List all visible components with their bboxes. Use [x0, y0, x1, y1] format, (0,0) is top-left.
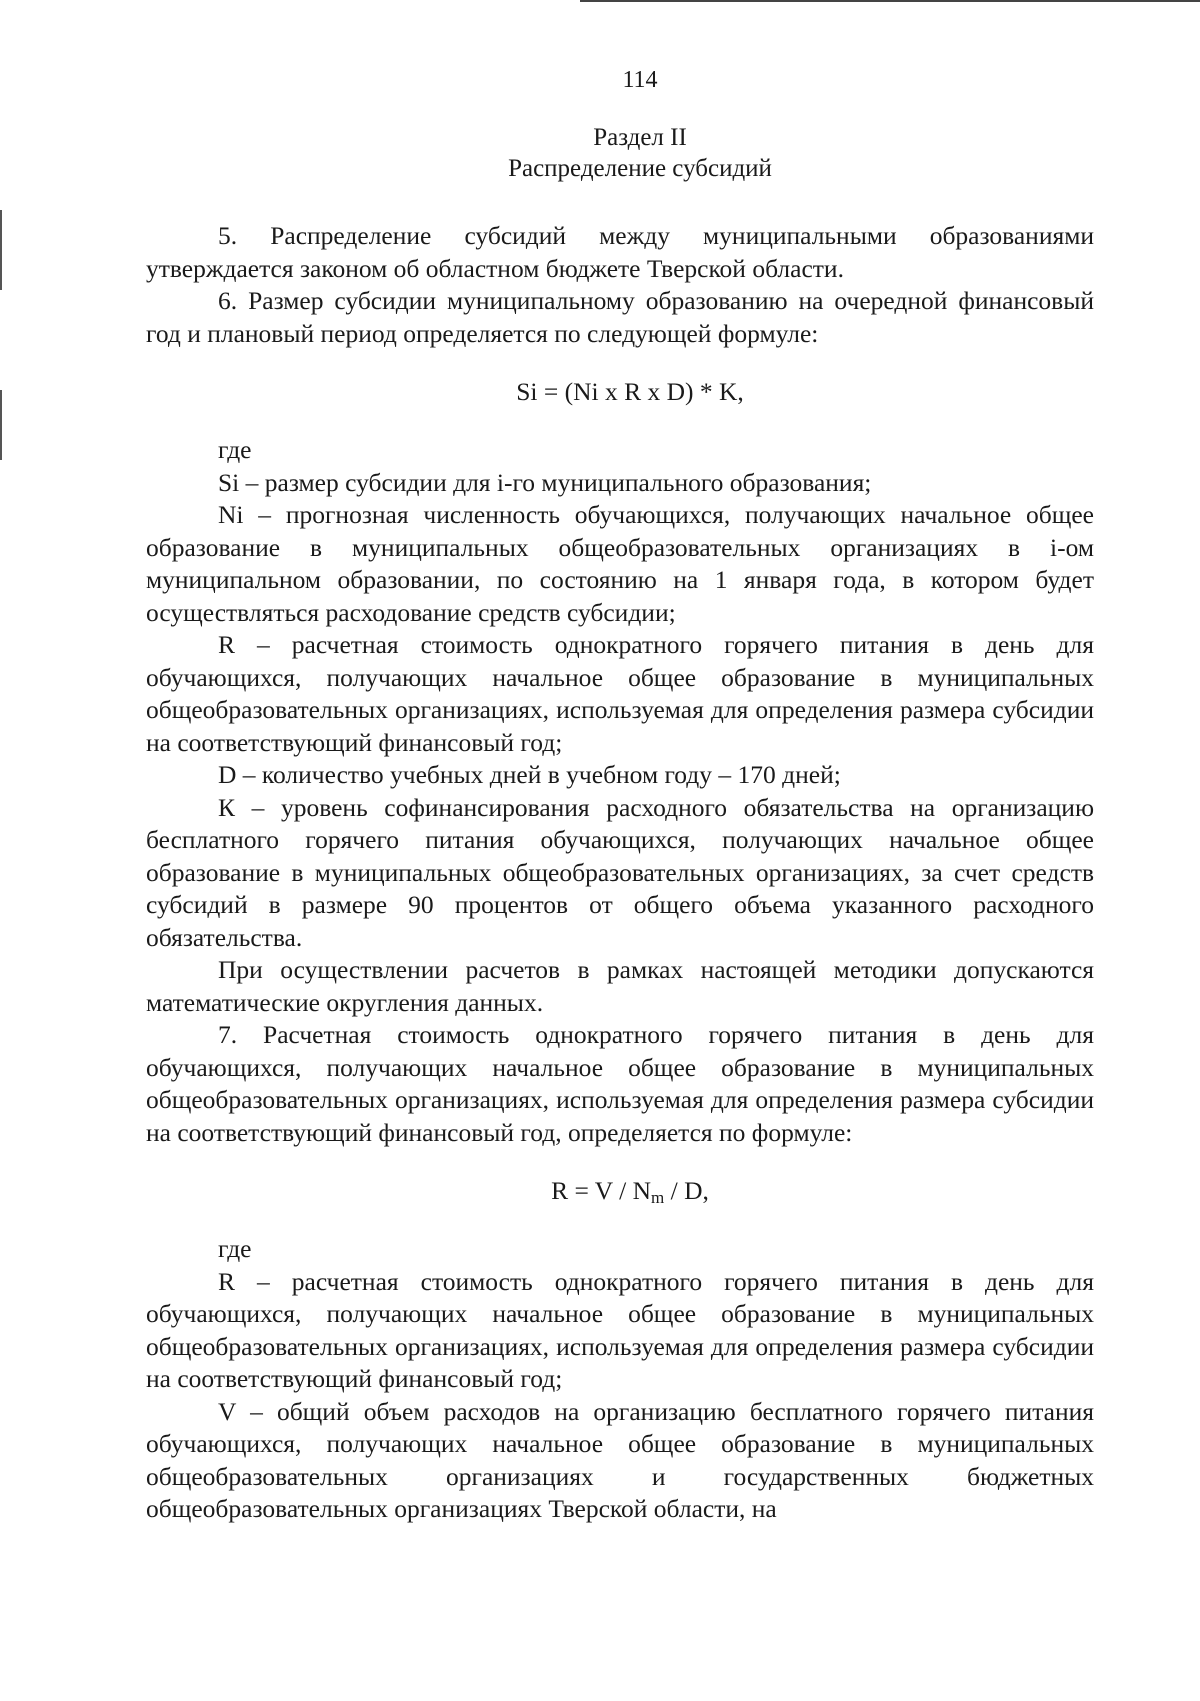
page-number: 114: [622, 67, 658, 93]
paragraph-6: 6. Размер субсидии муниципальному образованию на очередной финансовый год и плановый период определяется по следующей формуле:: [146, 286, 1094, 348]
definition-si: Si – размер субсидии для i-го муниципального образования;: [218, 467, 872, 497]
rounding-note: При осуществлении расчетов в рамках настоящей методики допускаются математические округления данных.: [146, 955, 1094, 1017]
definition-r: R – расчетная стоимость однократного горячего питания в день для обучающихся, получающих начальное общее образование в муниципальных общеобразовательных организациях, используемая для определения размера субсидии на соответствующий финансовый год;: [146, 1266, 1094, 1393]
definition-ni: Ni – прогнозная численность обучающихся, получающих начальное общее образование в муниципальных общеобразовательных организациях в i-ом муниципальном образовании, по состоянию на 1 января года, в котором будет осуществляться расходование средств субсидии;: [146, 500, 1094, 627]
where-label: где: [218, 435, 252, 464]
formula-subscript: m: [651, 1188, 665, 1207]
document-page: [146, 60, 1094, 1526]
definition-v: V – общий объем расходов на организацию бесплатного горячего питания обучающихся, получающих начальное общее образование в муниципальных общеобразовательных организациях и государственных бюджетных общеобразовательных организациях Тверской области, на: [146, 1396, 1094, 1523]
scan-margin-mark: [0, 210, 2, 290]
definition-d: D – количество учебных дней в учебном году – 170 дней;: [218, 760, 841, 789]
section-heading: [186, 122, 1094, 184]
document-body: [146, 220, 1094, 1526]
formula-part: / D,: [664, 1176, 709, 1205]
paragraph-7: 7. Расчетная стоимость однократного горячего питания в день для обучающихся, получающих начальное общее образование в муниципальных общеобразовательных организациях, используемая для определения размера субсидии на соответствующий финансовый год, определяется по формуле:: [146, 1020, 1094, 1147]
formula-meal-cost: [166, 1175, 1094, 1207]
definition-k: К – уровень софинансирования расходного обязательства на организацию бесплатного горячего питания обучающихся, получающих начальное общее образование в муниципальных общеобразовательных организациях, за счет средств субсидий в размере 90 процентов от общего объема указанного расходного обязательства.: [146, 792, 1094, 952]
paragraph-5: 5. Распределение субсидий между муниципальными образованиями утверждается законом об областном бюджете Тверской области.: [146, 221, 1094, 283]
scan-edge-line: [580, 0, 1200, 2]
section-subtitle: Распределение субсидий: [508, 155, 772, 182]
formula-subsidy: Si = (Ni x R x D) * K,: [516, 377, 744, 406]
scan-margin-mark: [0, 390, 2, 460]
where-label: где: [218, 1234, 252, 1263]
definition-r: R – расчетная стоимость однократного горячего питания в день для обучающихся, получающих начальное общее образование в муниципальных общеобразовательных организациях, используемая для определения размера субсидии на соответствующий финансовый год;: [146, 630, 1094, 757]
section-title: Раздел II: [593, 124, 687, 151]
formula-part: R = V / N: [551, 1176, 652, 1205]
